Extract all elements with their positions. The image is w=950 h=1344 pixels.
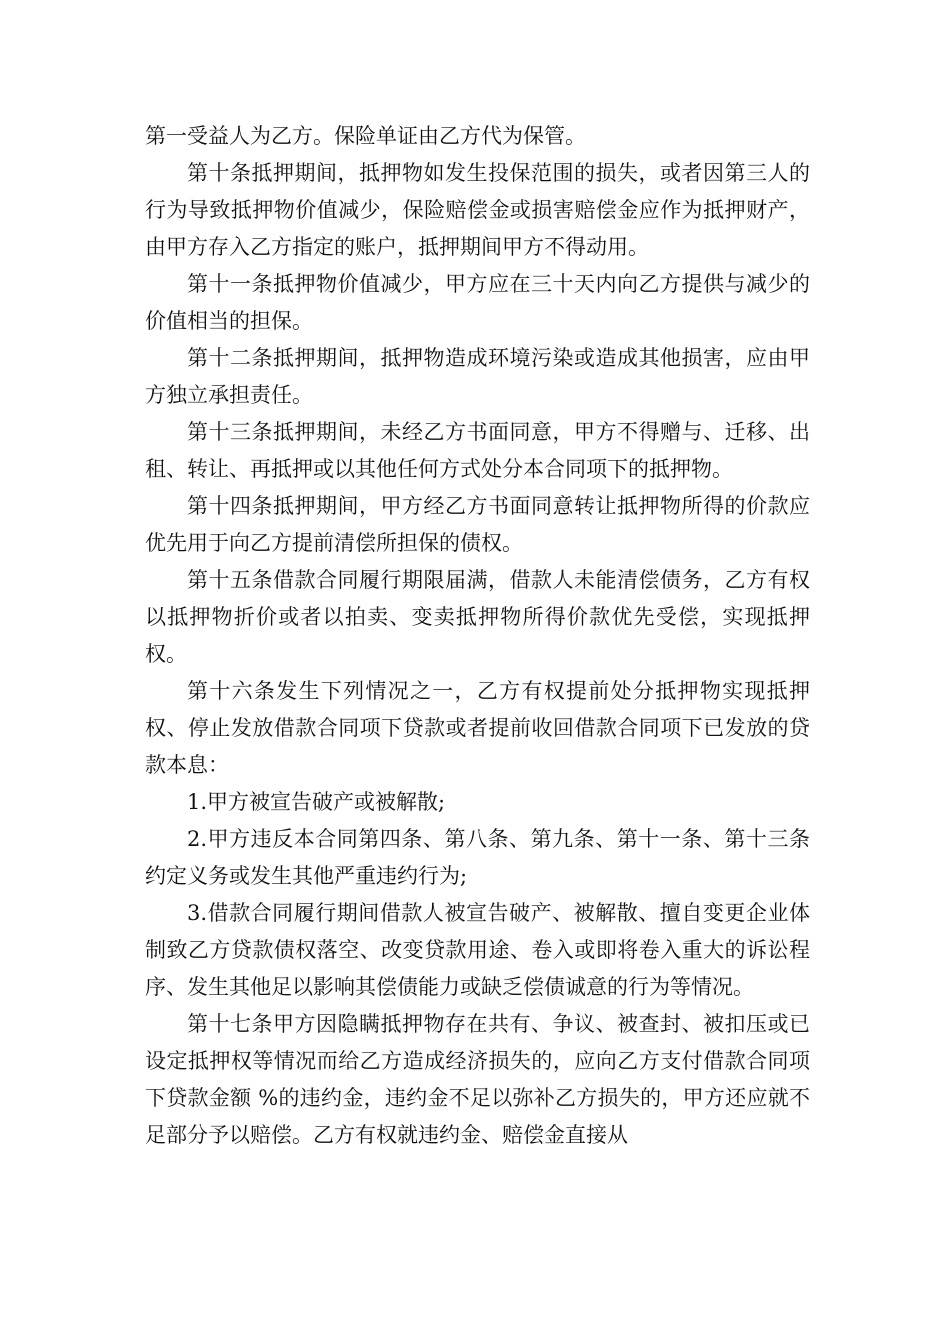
list-item-1: 1.甲方被宣告破产或被解散; [187, 790, 446, 814]
paragraph-article-10: 第十条抵押期间，抵押物如发生投保范围的损失，或者因第三人的行为导致抵押物价值减少，保险赔偿金或损害赔偿金应作为抵押财产，由甲方存入乙方指定的账户，抵押期间甲方不得动用。 [145, 161, 810, 259]
list-item-2: 2.甲方违反本合同第四条、第八条、第九条、第十一条、第十三条约定义务或发生其他严重违约行为; [145, 827, 810, 888]
paragraph-article-13: 第十三条抵押期间，未经乙方书面同意，甲方不得赠与、迁移、出租、转让、再抵押或以其他任何方式处分本合同项下的抵押物。 [145, 420, 810, 481]
paragraph-article-11: 第十一条抵押物价值减少，甲方应在三十天内向乙方提供与减少的价值相当的担保。 [145, 272, 810, 333]
list-item-3: 3.借款合同履行期间借款人被宣告破产、被解散、擅自变更企业体制致乙方贷款债权落空、改变贷款用途、卷入或即将卷入重大的诉讼程序、发生其他足以影响其偿债能力或缺乏偿债诚意的行为等情况。 [145, 901, 810, 999]
paragraph-article-17: 第十七条甲方因隐瞒抵押物存在共有、争议、被查封、被扣压或已设定抵押权等情况而给乙方造成经济损失的，应向乙方支付借款合同项下贷款金额 %的违约金，违约金不足以弥补乙方损失的，甲方还应就不足部分予以赔偿。乙方有权就违约金、赔偿金直接从 [145, 1012, 810, 1147]
paragraph-article-15: 第十五条借款合同履行期限届满，借款人未能清偿债务，乙方有权以抵押物折价或者以拍卖、变卖抵押物所得价款优先受偿，实现抵押权。 [145, 568, 810, 666]
paragraph-insurance-beneficiary: 第一受益人为乙方。保险单证由乙方代为保管。 [145, 124, 586, 148]
paragraph-article-16: 第十六条发生下列情况之一，乙方有权提前处分抵押物实现抵押权、停止发放借款合同项下贷款或者提前收回借款合同项下已发放的贷款本息： [145, 679, 810, 777]
paragraph-article-14: 第十四条抵押期间，甲方经乙方书面同意转让抵押物所得的价款应优先用于向乙方提前清偿所担保的债权。 [145, 494, 810, 555]
paragraph-article-12: 第十二条抵押期间，抵押物造成环境污染或造成其他损害，应由甲方独立承担责任。 [145, 346, 810, 407]
document-page [145, 118, 810, 1154]
